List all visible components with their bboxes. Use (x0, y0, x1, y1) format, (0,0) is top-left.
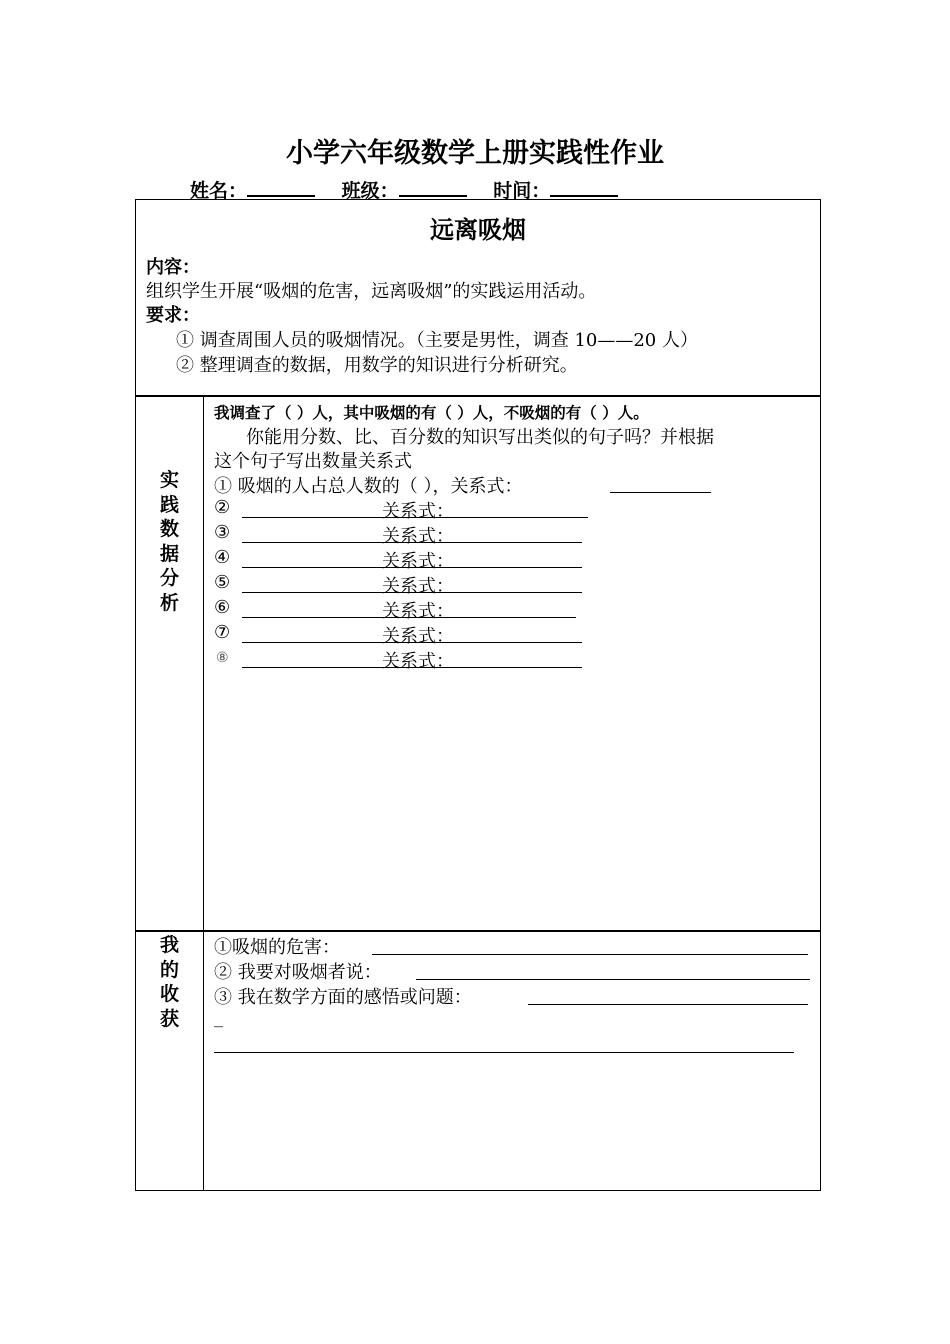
relation-label: 关系式： (382, 501, 454, 522)
name-label: 姓名： (190, 180, 248, 202)
harm-answer-line[interactable] (372, 935, 808, 955)
column-divider (203, 931, 204, 1190)
message-prompt: ② 我要对吸烟者说： (214, 962, 382, 983)
my-gains-side-label: 我 的 收 获 (159, 934, 179, 1030)
reflection-answer-line[interactable] (528, 985, 808, 1005)
relation-label: 关系式： (382, 626, 454, 647)
relation-label: 关系式： (382, 526, 454, 547)
class-label: 班级： (341, 180, 399, 202)
relation-2-blank[interactable] (382, 498, 588, 518)
relation-blank-1[interactable] (610, 473, 711, 493)
relation-4-blank[interactable] (382, 548, 582, 568)
requirement-1: ① 调查周围人员的吸烟情况。（主要是男性，调查 10——20 人） (176, 330, 698, 351)
item-5-blank[interactable] (242, 573, 382, 593)
page-title: 小学六年级数学上册实践性作业 (286, 138, 664, 169)
relation-item-2: ② (214, 497, 231, 518)
column-divider (203, 396, 204, 931)
relation-7-blank[interactable] (382, 623, 582, 643)
prompt-line-2: 这个句子写出数量关系式 (214, 451, 412, 472)
item-3-blank[interactable] (242, 523, 382, 543)
message-answer-line[interactable] (416, 960, 810, 980)
item-6-blank[interactable] (242, 598, 382, 618)
relation-label: 关系式： (382, 576, 454, 597)
relation-item-4: ④ (214, 547, 231, 568)
time-blank[interactable] (550, 179, 618, 197)
item-8-blank[interactable] (242, 648, 382, 668)
time-label: 时间： (493, 180, 551, 202)
relation-item-5: ⑤ (214, 572, 231, 593)
class-blank[interactable] (399, 179, 467, 197)
my-gains-box (135, 930, 821, 1191)
activity-theme: 远离吸烟 (430, 216, 526, 244)
relation-6-blank[interactable] (382, 598, 576, 618)
prompt-line-1: 你能用分数、比、百分数的知识写出类似的句子吗？并根据 (246, 427, 714, 448)
reflection-prompt: ③ 我在数学方面的感悟或问题： (214, 987, 472, 1008)
data-analysis-side-label: 实 践 数 据 分 析 (159, 469, 179, 614)
relation-item-1: ① 吸烟的人占总人数的（ ），关系式： (214, 476, 523, 497)
survey-sentence: 我调查了（ ）人，其中吸烟的有（ ）人，不吸烟的有（ ）人。 (214, 404, 649, 422)
item-2-blank[interactable] (242, 498, 382, 518)
relation-item-6: ⑥ (214, 597, 231, 618)
requirements-label: 要求： (146, 305, 200, 326)
content-text: 组织学生开展“吸烟的危害，远离吸烟”的实践运用活动。 (146, 281, 597, 302)
relation-item-7: ⑦ (214, 622, 231, 643)
continuation-dash: _ (214, 1007, 223, 1028)
data-analysis-box (135, 395, 821, 932)
relation-item-3: ③ (214, 522, 231, 543)
relation-label: 关系式： (382, 601, 454, 622)
name-blank[interactable] (247, 179, 315, 197)
requirement-2: ② 整理调查的数据，用数学的知识进行分析研究。 (176, 355, 578, 376)
relation-8-blank[interactable] (382, 648, 582, 668)
relation-label: 关系式： (382, 551, 454, 572)
item-7-blank[interactable] (242, 623, 382, 643)
reflection-answer-line-2[interactable] (214, 1033, 794, 1053)
content-label: 内容： (146, 257, 200, 278)
harm-prompt: ①吸烟的危害： (214, 937, 340, 958)
relation-5-blank[interactable] (382, 573, 582, 593)
activity-intro-box (135, 199, 821, 397)
relation-label: 关系式： (382, 651, 454, 672)
relation-item-8: ⑧ (216, 650, 229, 666)
relation-3-blank[interactable] (382, 523, 582, 543)
item-4-blank[interactable] (242, 548, 382, 568)
